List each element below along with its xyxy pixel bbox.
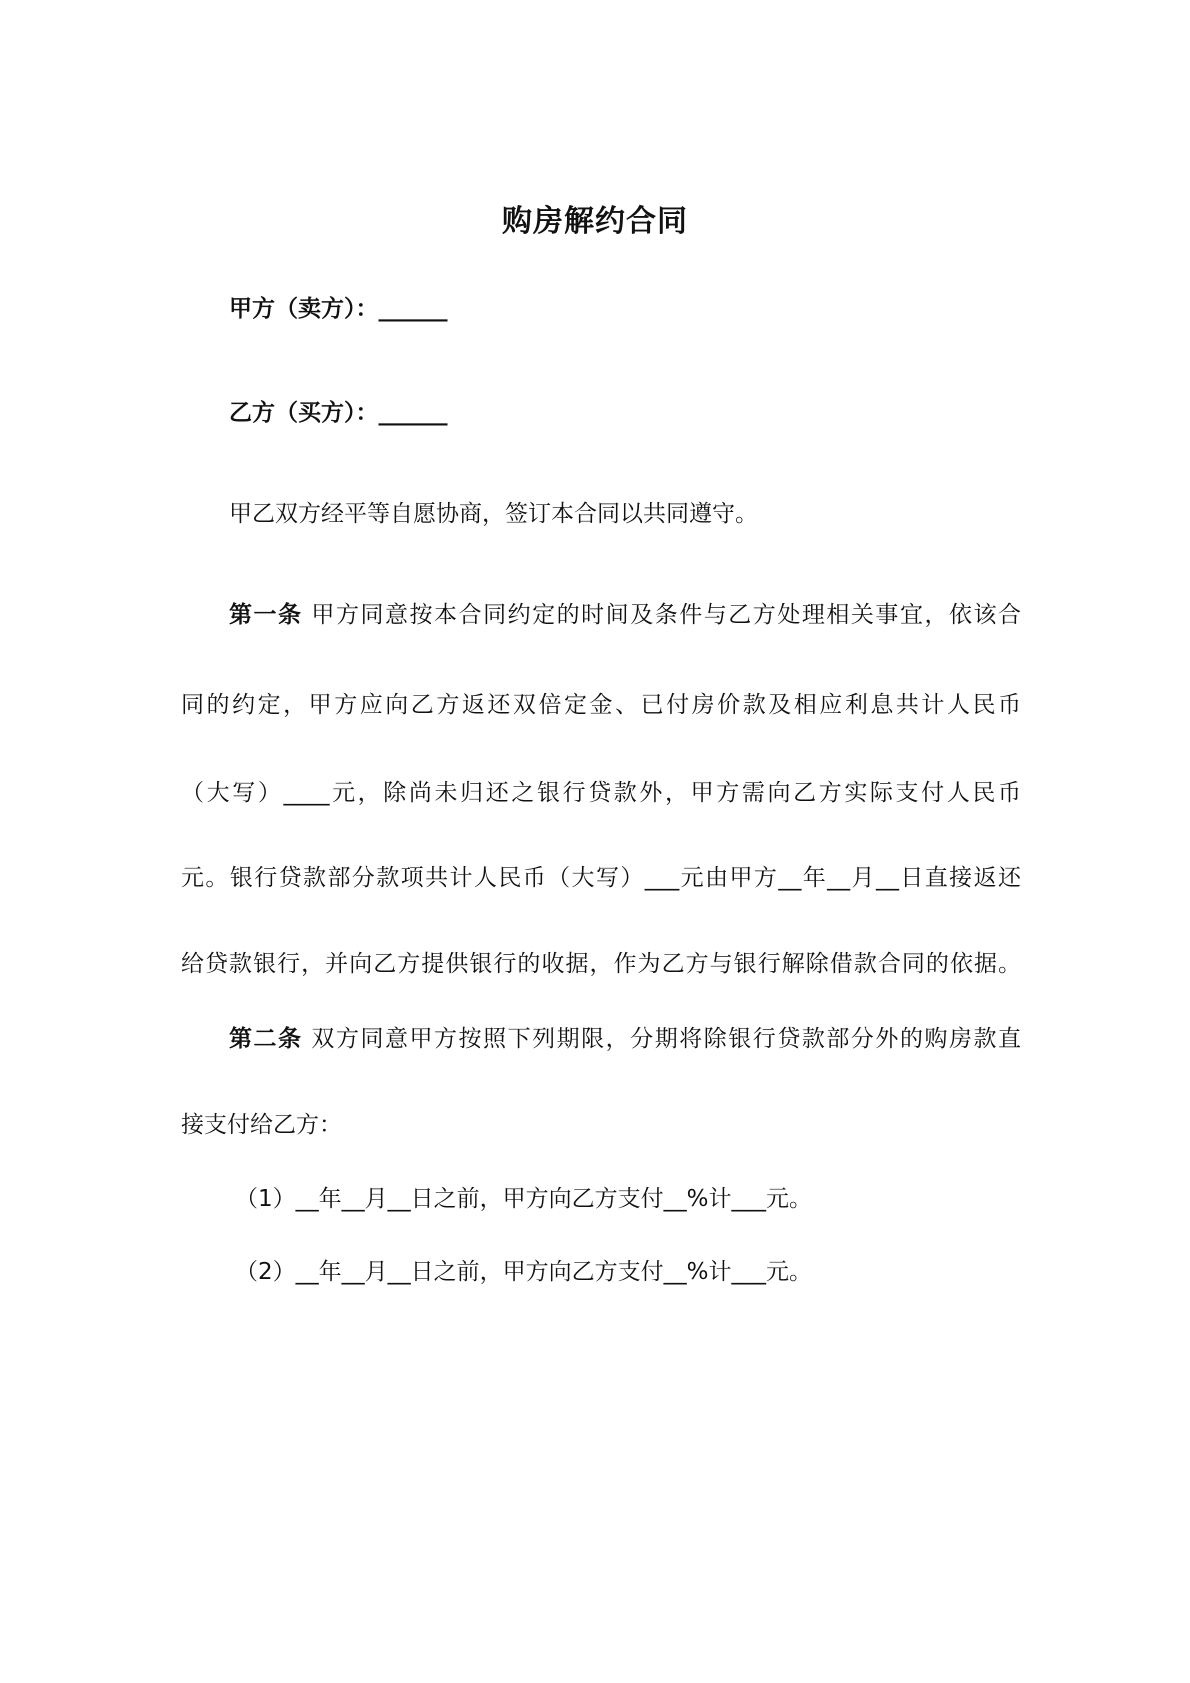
payment-item-2: （2）__年__月__日之前，甲方向乙方支付__%计___元。 [235,1259,812,1285]
payment-item-1: （1）__年__月__日之前，甲方向乙方支付__%计___元。 [235,1186,812,1212]
article-2-heading: 第二条 [229,1026,303,1052]
document-title: 购房解约合同 [502,204,688,239]
article-1-line-3: （大写）____元，除尚未归还之银行贷款外，甲方需向乙方实际支付人民币 [181,780,1021,806]
article-1-text: 甲方同意按本合同约定的时间及条件与乙方处理相关事宜，依该合 [311,602,1022,628]
article-2-line-1 [229,1022,1021,1056]
article-1-heading: 第一条 [229,602,303,628]
party-b-line: 乙方（买方）：______ [229,400,448,426]
party-a-line: 甲方（卖方）：______ [229,296,448,322]
article-2-text: 双方同意甲方按照下列期限，分期将除银行贷款部分外的购房款直 [311,1026,1022,1052]
article-1-line-1 [229,598,1021,632]
article-2-line-2: 接支付给乙方： [181,1112,342,1138]
article-1-line-2: 同的约定，甲方应向乙方返还双倍定金、已付房价款及相应利息共计人民币 [181,692,1021,718]
intro-paragraph: 甲乙双方经平等自愿协商，签订本合同以共同遵守。 [229,501,758,527]
article-1-line-5: 给贷款银行，并向乙方提供银行的收据，作为乙方与银行解除借款合同的依据。 [181,951,1021,977]
article-1-line-4: 元。银行贷款部分款项共计人民币（大写）___元由甲方__年__月__日直接返还 [181,865,1021,891]
